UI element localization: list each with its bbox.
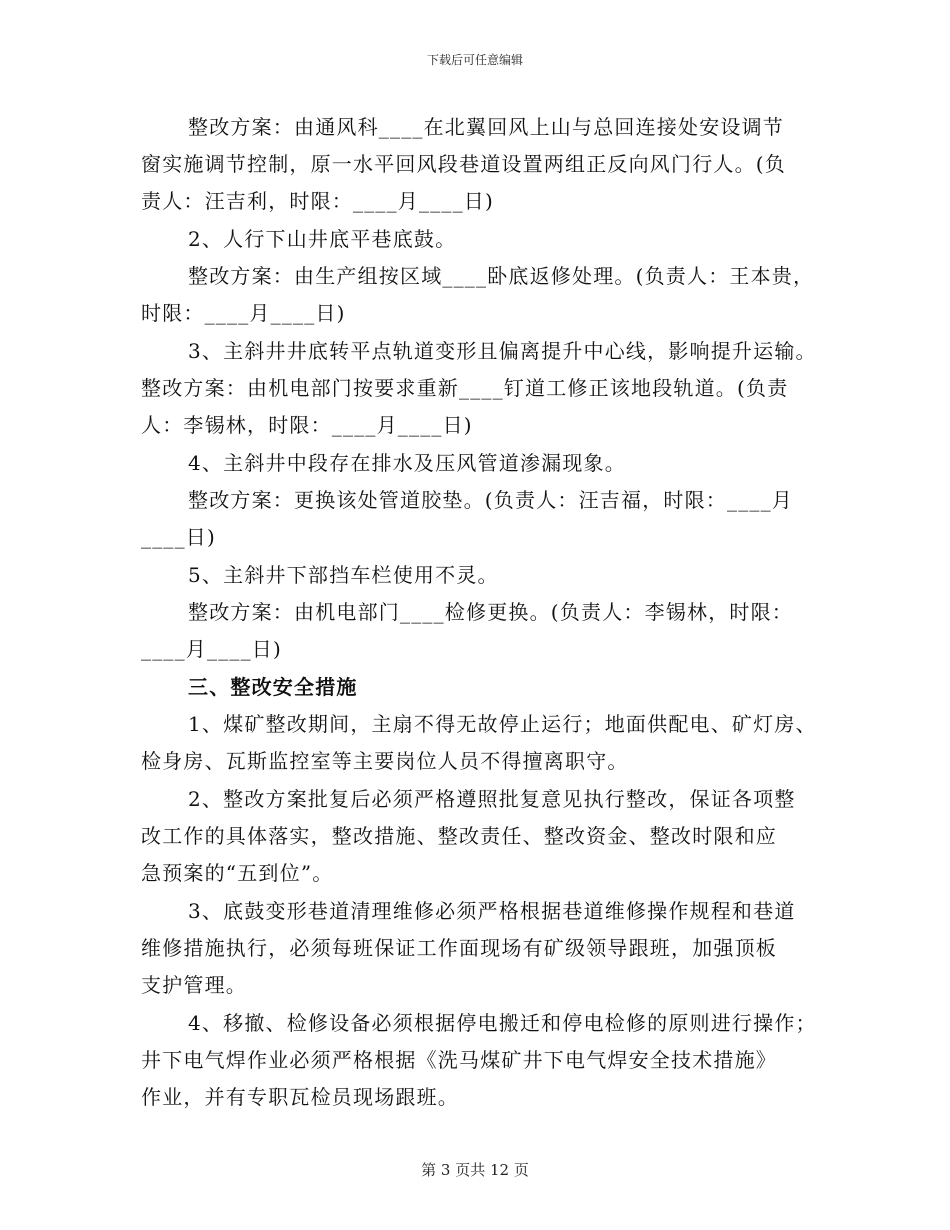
body-line: 整改方案：由机电部门按要求重新____钉道工修正该地段轨道。(负责 xyxy=(141,376,789,400)
section-heading: 三、整改安全措施 xyxy=(188,675,358,699)
body-line: ____月____日) xyxy=(141,637,283,661)
body-line: 急预案的“五到位”。 xyxy=(141,861,334,885)
list-item-heading: 2、人行下山井底平巷底鼓。 xyxy=(188,227,457,251)
body-line: 责人：汪吉利，时限：____月____日) xyxy=(141,189,495,213)
page-header: 下载后可任意编辑 xyxy=(426,53,523,67)
list-item-heading: 5、主斜井下部挡车栏使用不灵。 xyxy=(188,563,499,587)
body-line: 井下电气焊作业必须严格根据《洗马煤矿井下电气焊安全技术措施》 xyxy=(141,1048,777,1072)
list-item-heading: 4、主斜井中段存在排水及压风管道渗漏现象。 xyxy=(188,451,626,475)
body-line: 时限：____月____日) xyxy=(141,301,346,325)
body-line: 整改方案：由生产组按区域____卧底返修处理。(负责人：王本贵， xyxy=(188,264,815,288)
body-line: 人：李锡林，时限：____月____日) xyxy=(141,413,473,437)
body-line: 整改方案：由机电部门____检修更换。(负责人：李锡林，时限： xyxy=(188,600,794,624)
body-line: 3、底鼓变形巷道清理维修必须严格根据巷道维修操作规程和巷道 xyxy=(188,899,796,923)
body-line: 整改方案：更换该处管道胶垫。(负责人：汪吉福，时限：____月 xyxy=(188,488,794,512)
body-line: 维修措施执行，必须每班保证工作面现场有矿级领导跟班，加强顶板 xyxy=(141,936,777,960)
list-item-heading: 3、主斜井井底转平点轨道变形且偏离提升中心线，影响提升运输。 xyxy=(188,339,817,363)
body-line: 窗实施调节控制，原一水平回风段巷道设置两组正反向风门行人。(负 xyxy=(141,152,787,176)
body-line: 整改方案：由通风科____在北翼回风上山与总回连接处安设调节 xyxy=(188,115,784,139)
body-line: ____日) xyxy=(141,525,217,549)
body-line: 2、整改方案批复后必须严格遵照批复意见执行整改，保证各项整 xyxy=(188,787,796,811)
body-line: 检身房、瓦斯监控室等主要岗位人员不得擅离职守。 xyxy=(141,749,629,773)
body-line: 改工作的具体落实，整改措施、整改责任、整改资金、整改时限和应 xyxy=(141,824,777,848)
page-footer: 第 3 页共 12 页 xyxy=(421,1161,529,1179)
body-line: 1、煤矿整改期间，主扇不得无故停止运行；地面供配电、矿灯房、 xyxy=(188,712,817,736)
body-line: 作业，并有专职瓦检员现场跟班。 xyxy=(141,1085,459,1109)
body-line: 4、移撤、检修设备必须根据停电搬迁和停电检修的原则进行操作； xyxy=(188,1011,817,1035)
body-line: 支护管理。 xyxy=(141,973,247,997)
